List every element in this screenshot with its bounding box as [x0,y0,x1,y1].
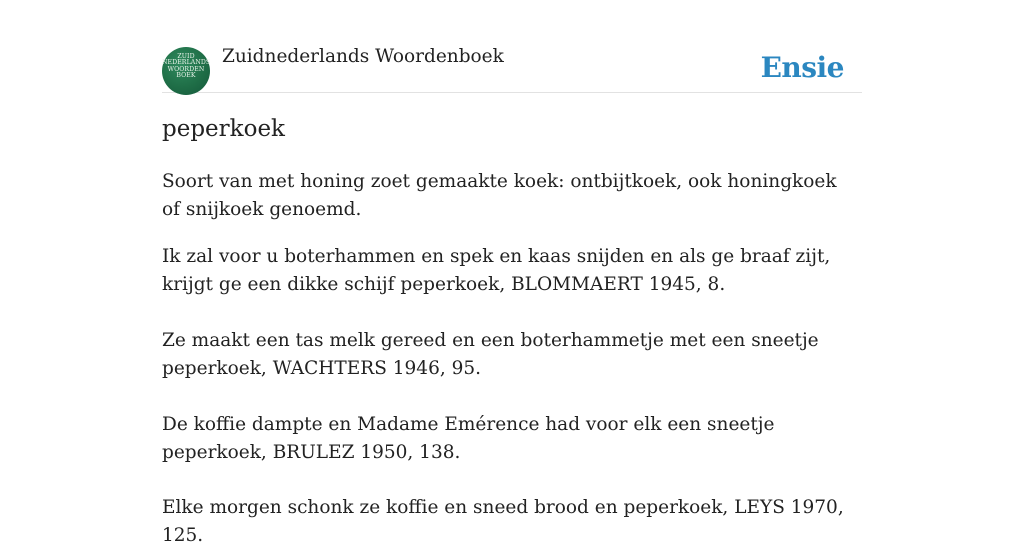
logo-lettering: ZUID NEDERLANDS WOORDEN BOEK [162,53,211,80]
headword: peperkoek [162,116,285,142]
example-quote: Ik zal voor u boterhammen en spek en kaas snijden en als ge braaf zijt, krijgt ge een dikke schijf peperkoek, BLOMMAERT 1945, 8. [162,246,831,295]
example-quote: De koffie dampte en Madame Emérence had voor elk een sneetje peperkoek, BRULEZ 1950, 138. [162,414,775,463]
entry-card [162,0,862,546]
header [162,0,862,93]
example-quote: Elke morgen schonk ze koffie en sneed brood en peperkoek, LEYS 1970, 125. [162,497,844,546]
dictionary-name[interactable]: Zuidnederlands Woordenboek [222,46,504,67]
dictionary-logo[interactable] [162,47,210,95]
example-quote: Ze maakt een tas melk gereed en een boterhammetje met een sneetje peperkoek, WACHTERS 1946, 95. [162,330,819,379]
definition: Soort van met honing zoet gemaakte koek: ontbijtkoek, ook honingkoek of snijkoek genoemd. [162,171,837,220]
ensie-logo[interactable]: Ensie [760,51,844,84]
